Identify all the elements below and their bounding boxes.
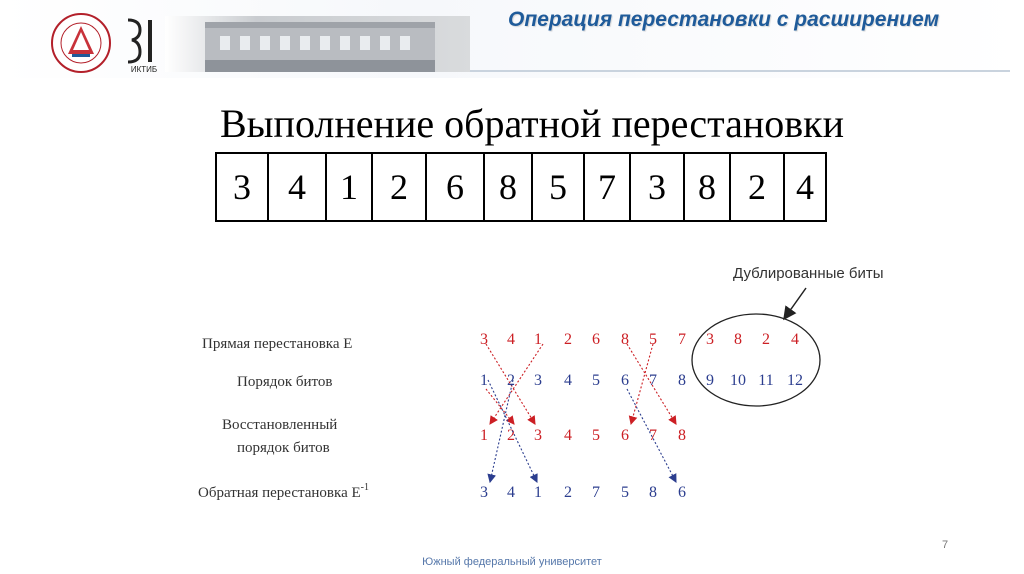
row-order-digit: 6 xyxy=(621,372,629,389)
label-direct-permutation: Прямая перестановка E xyxy=(202,336,353,352)
row-direct-digit: 3 xyxy=(706,331,714,348)
table-cell: 3 xyxy=(216,153,268,221)
row-direct-digit: 2 xyxy=(564,331,572,348)
table-cell: 8 xyxy=(684,153,730,221)
row-order-digit: 5 xyxy=(592,372,600,389)
row-restored-digit: 1 xyxy=(480,427,488,444)
table-cell: 2 xyxy=(372,153,426,221)
permutation-table xyxy=(215,152,827,222)
row-order-digit: 7 xyxy=(649,372,657,389)
row-inverse-digit: 3 xyxy=(480,484,488,501)
row-direct-digit: 5 xyxy=(649,331,657,348)
row-restored-digit: 5 xyxy=(592,427,600,444)
row-inverse-digit: 1 xyxy=(534,484,542,501)
row-order-digit: 4 xyxy=(564,372,572,389)
row-direct-digit: 7 xyxy=(678,331,686,348)
header-divider xyxy=(470,70,1010,72)
row-inverse-digit: 4 xyxy=(507,484,515,501)
row-direct-digit: 2 xyxy=(762,331,770,348)
arrow-blue-1 xyxy=(488,380,537,482)
table-cell: 4 xyxy=(268,153,326,221)
label-bit-order: Порядок битов xyxy=(237,374,333,390)
table-cell: 4 xyxy=(784,153,826,221)
row-inverse-digit: 6 xyxy=(678,484,686,501)
row-restored-digit: 2 xyxy=(507,427,515,444)
row-order-digit: 1 xyxy=(480,372,488,389)
table-cell: 1 xyxy=(326,153,372,221)
row-direct-digit: 4 xyxy=(791,331,799,348)
label-restored-line1: Восстановленный xyxy=(222,417,338,433)
table-cell: 3 xyxy=(630,153,684,221)
row-direct-digit: 8 xyxy=(734,331,742,348)
arrow-blue-6 xyxy=(627,389,676,482)
row-restored-digit: 3 xyxy=(534,427,542,444)
table-cell: 6 xyxy=(426,153,484,221)
page-number: 7 xyxy=(942,539,949,551)
university-building-image xyxy=(165,16,470,72)
svg-text:ИКТИБ: ИКТИБ xyxy=(130,65,158,74)
row-inverse-digit: 7 xyxy=(592,484,600,501)
ictib-logo xyxy=(124,14,164,76)
header-title: Операция перестановки с расширением xyxy=(508,8,940,31)
row-restored-digit: 8 xyxy=(678,427,686,444)
row-inverse-digit: 8 xyxy=(649,484,657,501)
row-order-digit: 3 xyxy=(534,372,542,389)
table-cell: 5 xyxy=(532,153,584,221)
permutation-diagram xyxy=(0,250,1024,520)
university-seal-logo xyxy=(50,12,112,74)
row-direct-digit: 1 xyxy=(534,331,542,348)
label-inverse-permutation: Обратная перестановка $E^{-1}$ xyxy=(198,482,369,501)
row-restored-digit: 7 xyxy=(649,427,657,444)
table-cell: 7 xyxy=(584,153,630,221)
footer-university: Южный федеральный университет xyxy=(422,556,602,568)
label-restored-line2: порядок битов xyxy=(237,440,330,456)
row-order-digit: 12 xyxy=(787,372,803,389)
row-restored-digit: 6 xyxy=(621,427,629,444)
row-inverse-digit: 2 xyxy=(564,484,572,501)
row-direct-digit: 4 xyxy=(507,331,515,348)
row-restored-digit: 4 xyxy=(564,427,572,444)
row-order-digit: 2 xyxy=(507,372,515,389)
row-order-digit: 9 xyxy=(706,372,714,389)
row-direct-digit: 8 xyxy=(621,331,629,348)
row-order-digit: 8 xyxy=(678,372,686,389)
row-inverse-digit: 5 xyxy=(621,484,629,501)
table-cell: 8 xyxy=(484,153,532,221)
callout-arrow xyxy=(784,288,806,319)
duplicated-bits-callout: Дублированные биты xyxy=(733,265,884,282)
row-direct-digit: 3 xyxy=(480,331,488,348)
row-order-digit: 10 xyxy=(730,372,746,389)
row-direct-digit: 6 xyxy=(592,331,600,348)
slide-title: Выполнение обратной перестановки xyxy=(219,101,844,146)
row-order-digit: 11 xyxy=(758,372,774,389)
table-cell: 2 xyxy=(730,153,784,221)
duplicated-bits-ellipse xyxy=(692,314,820,406)
